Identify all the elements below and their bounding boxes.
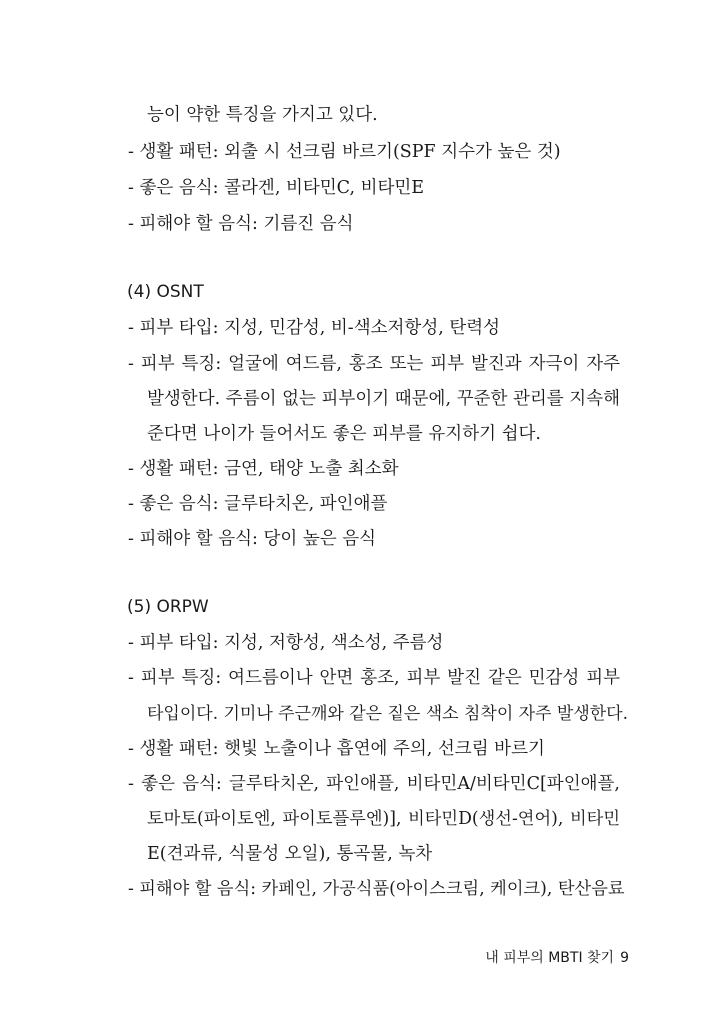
section-heading-orpw: (5) ORPW [127,597,209,617]
lifestyle-item: - 생활 패턴: 외출 시 선크림 바르기(SPF 지수가 높은 것) [128,142,561,162]
section-heading-osnt: (4) OSNT [127,282,204,302]
orpw-features-line-1: - 피부 특징: 여드름이나 안면 홍조, 피부 발진 같은 민감성 피부 [128,668,620,688]
page-footer [485,948,629,968]
footer-book-title: 내 피부의 MBTI 찾기 [485,950,615,966]
orpw-lifestyle: - 생활 패턴: 햇빛 노출이나 흡연에 주의, 선크림 바르기 [128,739,545,759]
osnt-lifestyle: - 생활 패턴: 금연, 태양 노출 최소화 [128,459,399,479]
good-food-item: - 좋은 음식: 콜라겐, 비타민C, 비타민E [128,178,425,198]
orpw-features-line-2: 타입이다. 기미나 주근깨와 같은 짙은 색소 침착이 자주 발생한다. [147,704,629,724]
orpw-good-food-line-1: - 좋은 음식: 글루타치온, 파인애플, 비타민A/비타민C[파인애플, [128,774,620,794]
orpw-skin-type: - 피부 타입: 지성, 저항성, 색소성, 주름성 [128,633,444,653]
osnt-good-food: - 좋은 음식: 글루타치온, 파인애플 [128,494,388,514]
avoid-food-item: - 피해야 할 음식: 기름진 음식 [128,214,354,234]
osnt-features-line-1: - 피부 특징: 얼굴에 여드름, 홍조 또는 피부 발진과 자극이 자주 [128,354,620,374]
osnt-skin-type: - 피부 타입: 지성, 민감성, 비-색소저항성, 탄력성 [128,318,501,338]
orpw-good-food-line-2: 토마토(파이토엔, 파이토플루엔)], 비타민D(생선-연어), 비타민 [147,809,620,829]
orpw-good-food-line-3: E(견과류, 식물성 오일), 통곡물, 녹차 [147,844,433,864]
osnt-avoid-food: - 피해야 할 음식: 당이 높은 음식 [128,529,377,549]
continuation-line: 능이 약한 특징을 가지고 있다. [147,105,378,125]
orpw-avoid-food: - 피해야 할 음식: 카페인, 가공식품(아이스크림, 케이크), 탄산음료 [128,879,625,899]
osnt-features-line-2: 발생한다. 주름이 없는 피부이기 때문에, 꾸준한 관리를 지속해 [147,389,620,409]
page-number: 9 [620,950,629,966]
osnt-features-line-3: 준다면 나이가 들어서도 좋은 피부를 유지하기 쉽다. [147,424,541,444]
